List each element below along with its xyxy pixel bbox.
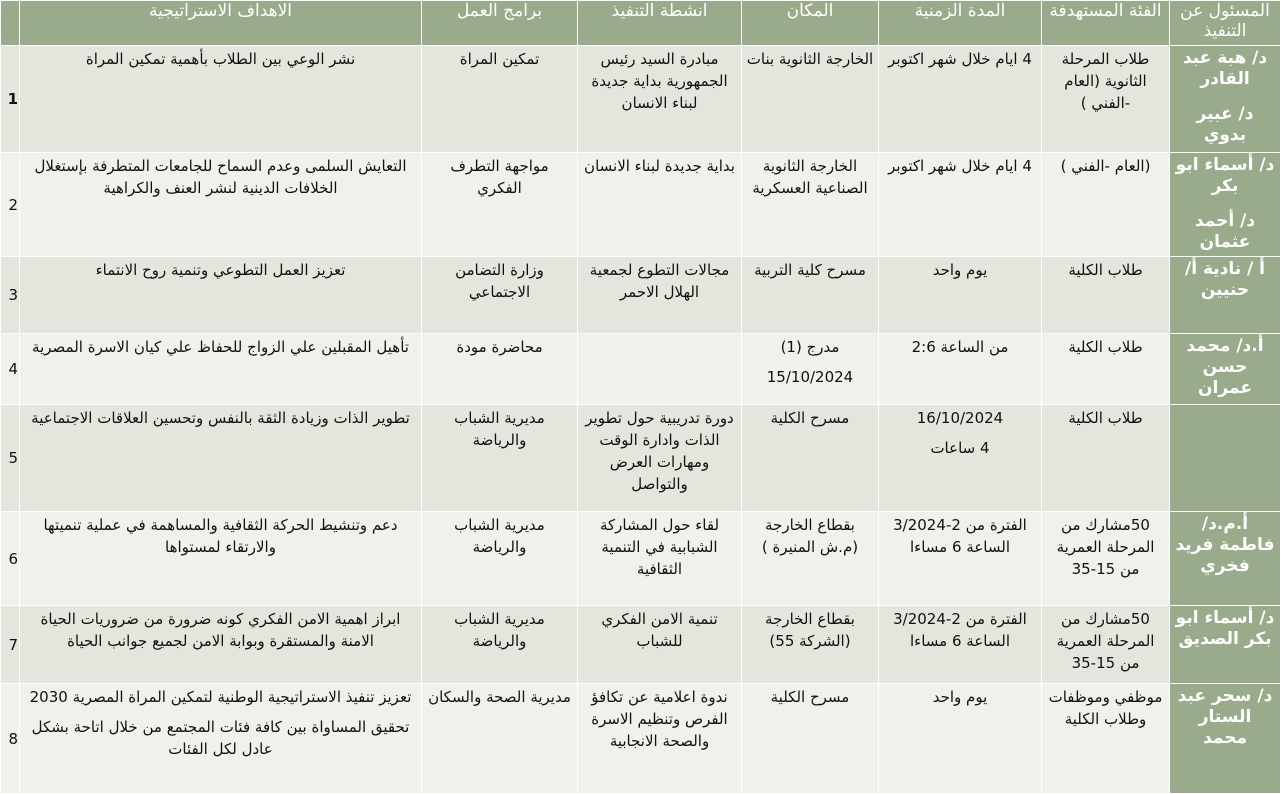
responsible-cell (1170, 606, 1281, 684)
row-number: 2 (1, 153, 20, 257)
place-cell (742, 334, 879, 405)
header-responsible: المسئول عن التنفيذ (1170, 1, 1281, 46)
duration-cell (879, 512, 1042, 606)
place-text: مسرح الكلية (770, 688, 850, 706)
row-number: 7 (1, 606, 20, 684)
target-cell: 50مشارك من المرحلة العمرية من 15-35 (1042, 512, 1170, 606)
target-cell: (العام -الفني ) (1042, 153, 1170, 257)
place-cell (742, 257, 879, 334)
header-number (1, 1, 20, 46)
place-text: مسرح الكلية (770, 409, 850, 427)
place-text: مسرح كلية التربية (754, 261, 866, 279)
duration-text: من الساعة 2:6 (911, 338, 1009, 356)
target-cell: طلاب الكلية (1042, 257, 1170, 334)
activities-cell: ندوة اعلامية عن تكافؤ الفرص وتنظيم الاسرة والصحة الانجابية (578, 684, 742, 794)
objective-text: تأهيل المقبلين علي الزواج للحفاظ علي كيان الاسرة المصرية (32, 338, 409, 356)
objective-cell (20, 46, 422, 153)
place-date: 15/10/2024 (766, 368, 854, 386)
duration-text: يوم واحد (932, 261, 988, 279)
duration-text: الفترة من 2-3/2024 الساعة 6 مساءا (893, 516, 1027, 556)
responsible-name: أ / نادية أ/حنيين (1184, 259, 1265, 300)
objective-cell (20, 334, 422, 405)
objective-text: دعم وتنشيط الحركة الثقافية والمساهمة في عملية تنميتها والارتقاء لمستواها (43, 516, 398, 556)
objective-text: تعزيز العمل التطوعي وتنمية روح الانتماء (95, 261, 346, 279)
objective-text: ابراز اهمية الامن الفكري كونه ضرورة من ضروريات الحياة الامنة والمستقرة وبوابة الامن لجميع جوانب الحياة (40, 610, 401, 650)
responsible-name: أ.د/ محمد حسن عمران (1186, 336, 1264, 398)
objective-cell (20, 684, 422, 794)
place-cell (742, 46, 879, 153)
program-cell: مواجهة التطرف الفكري (422, 153, 578, 257)
activities-cell: مبادرة السيد رئيس الجمهورية بداية جديدة لبناء الانسان (578, 46, 742, 153)
duration-cell (879, 334, 1042, 405)
program-cell: مديرية الشباب والرياضة (422, 512, 578, 606)
place-text: بقطاع الخارجة (م.ش المنيرة ) (761, 516, 859, 556)
activities-cell: تنمية الامن الفكري للشباب (578, 606, 742, 684)
target-cell: طلاب الكلية (1042, 405, 1170, 512)
program-cell: مديرية الشباب والرياضة (422, 405, 578, 512)
table-row (1, 334, 1281, 405)
activities-cell: بداية جديدة لبناء الانسان (578, 153, 742, 257)
program-cell: مديرية الشباب والرياضة (422, 606, 578, 684)
responsible-cell (1170, 684, 1281, 794)
header-duration: المدة الزمنية (879, 1, 1042, 46)
table-row (1, 46, 1281, 153)
place-cell (742, 512, 879, 606)
table-row (1, 257, 1281, 334)
place-text: بقطاع الخارجة (الشركة 55) (765, 610, 855, 650)
responsible-cell (1170, 405, 1281, 512)
place-text: الخارجة الثانوية الصناعية العسكرية (752, 157, 868, 197)
objective-cell (20, 153, 422, 257)
duration-hours: 4 ساعات (930, 439, 990, 457)
row-number: 8 (1, 684, 20, 794)
duration-cell (879, 405, 1042, 512)
target-cell: طلاب الكلية (1042, 334, 1170, 405)
header-target: الفئة المستهدفة (1042, 1, 1170, 46)
objective-text: تطوير الذات وزيادة الثقة بالنفس وتحسين العلاقات الاجتماعية (31, 409, 410, 427)
duration-cell (879, 46, 1042, 153)
objective-cell (20, 405, 422, 512)
activities-cell: دورة تدريبية حول تطوير الذات وادارة الوقت ومهارات العرض والتواصل (578, 405, 742, 512)
place-cell (742, 606, 879, 684)
header-programs: برامج العمل (422, 1, 578, 46)
table-row (1, 405, 1281, 512)
objective-text: تعزيز تنفيذ الاستراتيجية الوطنية لتمكين المراة المصرية 2030 (29, 688, 412, 706)
duration-text: 4 ايام خلال شهر اكتوبر (888, 50, 1032, 68)
target-cell: 50مشارك من المرحلة العمرية من 15-35 (1042, 606, 1170, 684)
objective-cell (20, 512, 422, 606)
row-number: 6 (1, 512, 20, 606)
objective-text: التعايش السلمى وعدم السماح للجامعات المتطرفة بإستغلال الخلافات الدينية لنشر العنف والكراهية (34, 157, 407, 197)
program-cell: وزارة التضامن الاجتماعي (422, 257, 578, 334)
header-objectives: الاهداف الاستراتيجية (20, 1, 422, 46)
duration-text: 4 ايام خلال شهر اكتوبر (888, 157, 1032, 175)
place-text: مدرج (1) (780, 338, 840, 356)
responsible-name: د/ هبة عبد القادر (1182, 48, 1268, 89)
responsible-name: د/ أحمد عثمان (1194, 211, 1256, 252)
table-row (1, 606, 1281, 684)
target-cell: موظفي وموظفات وطلاب الكلية (1042, 684, 1170, 794)
objective-cell (20, 257, 422, 334)
responsible-name: أ.م.د/ فاطمة فريد فخري (1175, 514, 1275, 576)
activities-cell: لقاء حول المشاركة الشبابية في التنمية الثقافية (578, 512, 742, 606)
responsible-cell (1170, 334, 1281, 405)
duration-text: يوم واحد (932, 688, 988, 706)
place-cell (742, 153, 879, 257)
place-text: الخارجة الثانوية بنات (746, 50, 874, 68)
duration-date: 16/10/2024 (916, 409, 1004, 427)
responsible-name: د/ عبير بدوي (1196, 104, 1254, 145)
table-row (1, 512, 1281, 606)
duration-cell (879, 606, 1042, 684)
table-row (1, 153, 1281, 257)
responsible-name: د/ أسماء ابو بكر الصديق (1175, 608, 1275, 649)
duration-cell (879, 257, 1042, 334)
duration-cell (879, 153, 1042, 257)
program-cell: تمكين المراة (422, 46, 578, 153)
objective-text: نشر الوعي بين الطلاب بأهمية تمكين المراة (85, 50, 356, 68)
program-cell: مديرية الصحة والسكان (422, 684, 578, 794)
activities-cell (578, 334, 742, 405)
responsible-name: د/ أسماء ابو بكر (1175, 155, 1275, 196)
responsible-cell (1170, 153, 1281, 257)
activities-cell: مجالات التطوع لجمعية الهلال الاحمر (578, 257, 742, 334)
program-cell: محاضرة مودة (422, 334, 578, 405)
objective-cell (20, 606, 422, 684)
row-number: 5 (1, 405, 20, 512)
row-number: 3 (1, 257, 20, 334)
row-number: 4 (1, 334, 20, 405)
place-cell (742, 405, 879, 512)
header-activities: انشطة التنفيذ (578, 1, 742, 46)
header-row (1, 1, 1281, 46)
place-cell (742, 684, 879, 794)
responsible-cell (1170, 512, 1281, 606)
responsible-cell (1170, 46, 1281, 153)
table-row (1, 684, 1281, 794)
responsible-cell (1170, 257, 1281, 334)
responsible-name: د/ سحر عبد الستار محمد (1177, 686, 1273, 748)
duration-cell (879, 684, 1042, 794)
target-cell: طلاب المرحلة الثانوية (العام -الفني ) (1042, 46, 1170, 153)
row-number: 1 (1, 46, 20, 153)
objective-text: تحقيق المساواة بين كافة فئات المجتمع من خلال اتاحة بشكل عادل لكل الفئات (31, 718, 410, 758)
header-place: المكان (742, 1, 879, 46)
duration-text: الفترة من 2-3/2024 الساعة 6 مساءا (893, 610, 1027, 650)
